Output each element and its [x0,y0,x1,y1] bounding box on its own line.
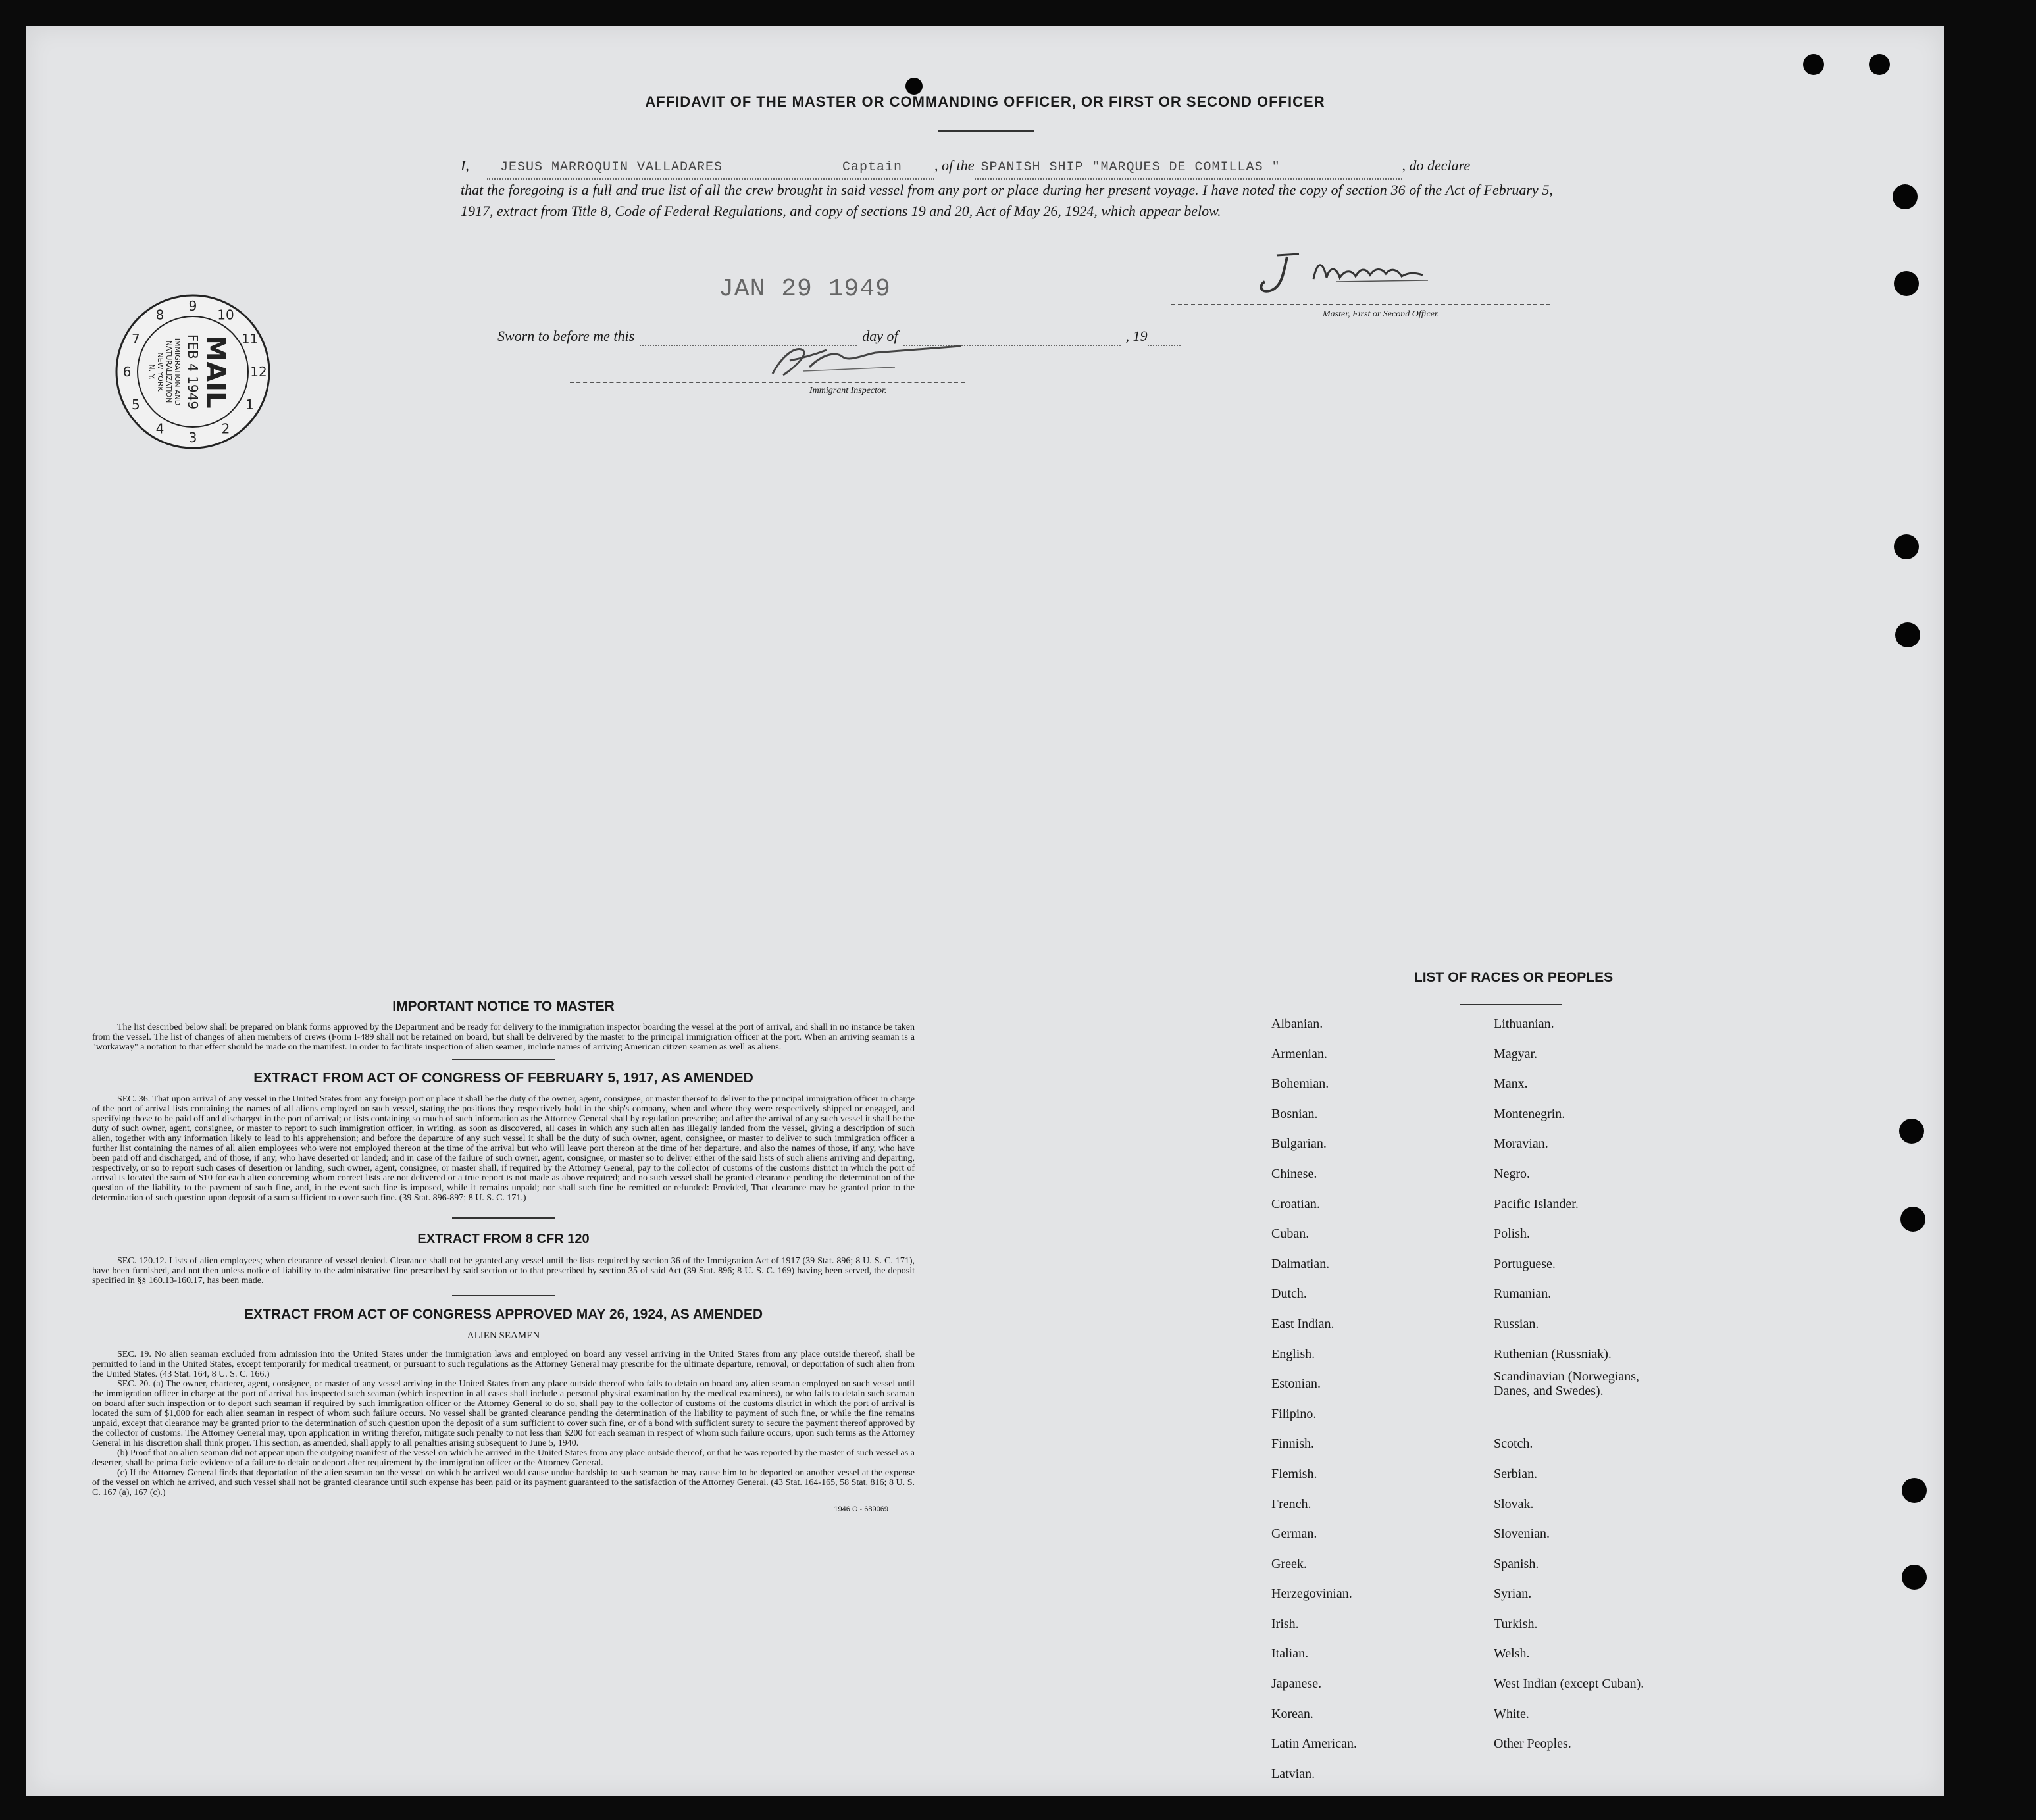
race-col2-item: Moravian. [1494,1136,1548,1151]
race-col2-item: Manx. [1494,1076,1528,1092]
punch-hole [1803,54,1824,75]
race-col2-item: Syrian. [1494,1586,1532,1602]
inspector-caption: Immigrant Inspector. [809,386,887,395]
race-col2-item: Scotch. [1494,1436,1533,1452]
stamp-clock-number: 3 [188,430,197,445]
mail-received-stamp [111,290,275,454]
print-code: 1946 O - 689069 [834,1505,888,1513]
declaration-line [461,155,1553,180]
races-heading: LIST OF RACES OR PEOPLES [1413,970,1614,985]
race-col1-item: Croatian. [1271,1196,1320,1211]
stamp-clock-number: 1 [245,397,254,413]
mail-stamp-office-2: NATURALIZATION [165,340,173,403]
race-col2-item: Portuguese. [1494,1256,1556,1271]
race-col1-item: Bohemian. [1271,1076,1329,1092]
race-col1-item: Japanese. [1271,1677,1322,1692]
race-col1-item: Irish. [1271,1616,1299,1631]
race-col2-item: Pacific Islander. [1494,1196,1579,1211]
received-date-stamp: JAN 29 1949 [719,275,891,303]
race-col2-item: Welsh. [1494,1646,1530,1661]
race-col1-item: English. [1271,1346,1315,1361]
race-col2-item: Scandinavian (Norwegians, Danes, and Swedes). [1494,1369,1640,1399]
day-of-label: day of [862,328,898,344]
mail-stamp-office-4: N. Y. [147,364,156,380]
race-col2-item: Spanish. [1494,1556,1539,1571]
race-col2-item: Serbian. [1494,1466,1538,1481]
notice-section [92,999,915,1513]
extract-cfr-text: SEC. 120.12. Lists of alien employees; when clearance of vessel denied. Clearance shall not be granted any vessel until the lists required by section 36 of the Immigration Act of 1917 (39 Stat. 896; 8 U. S. C. 171), have been furnished, and not then unless notice of liability to the administrative fine prescribed by said section or to that prescribed by section 35 of said Act (39 Stat. 896; 8 U. S. C. 169) having been served, the deposit specified in §§ 160.13-160.17, has been made. [92,1256,915,1286]
notice-rule [452,1059,555,1060]
affidavit-title: AFFIDAVIT OF THE MASTER OR COMMANDING OFFICER, OR FIRST OR SECOND OFFICER [645,93,1325,110]
stamp-clock-number: 10 [217,307,234,323]
race-col1-item: Flemish. [1271,1466,1317,1481]
race-col1-item: German. [1271,1527,1317,1542]
race-col1-item: Korean. [1271,1706,1313,1721]
declaration-body: that the foregoing is a full and true list of all the crew brought in said vessel from any port or place during her present voyage. I have noted the copy of section 36 of the Act of February 5, 1917, extract from Title 8, Code of Federal Regulations, and copy of sections 19 and 20, Act of May 26, 1924, which appear below. [461,182,1553,219]
extract-rule [452,1295,555,1296]
race-col1-item: Bulgarian. [1271,1136,1327,1151]
extract-1924-heading: EXTRACT FROM ACT OF CONGRESS APPROVED MAY 26, 1924, AS AMENDED [243,1307,763,1322]
inspector-signature [763,341,1013,387]
race-col1-item: Chinese. [1271,1166,1317,1181]
declaration-i: I, [461,157,469,174]
mail-stamp-date: FEB 4 1949 [185,334,201,410]
vessel-field: SPANISH SHIP "MARQUES DE COMILLAS " [975,157,1402,180]
punch-hole [1893,184,1918,209]
punch-hole [1895,622,1920,647]
stamp-clock-number: 7 [132,331,140,347]
rank-field: Captain [829,157,934,180]
race-col1-item: Filipino. [1271,1406,1317,1421]
race-col1-item: Dutch. [1271,1286,1307,1302]
race-col1-item: Herzegovinian. [1271,1586,1352,1602]
stamp-clock-number: 12 [250,364,267,380]
race-col1-item: Latin American. [1271,1736,1357,1752]
notice-heading: IMPORTANT NOTICE TO MASTER [392,999,615,1014]
race-col2-item: Montenegrin. [1494,1106,1565,1121]
races-column-1 [1271,1009,1482,1789]
punch-hole [1902,1478,1927,1503]
races-rule [1460,1004,1562,1005]
race-col2-item: Polish. [1494,1226,1531,1242]
race-col2-item: Russian. [1494,1316,1539,1331]
race-col2-item: Lithuanian. [1494,1017,1554,1031]
race-col1-item: Finnish. [1271,1436,1315,1452]
of-the-label: , of the [934,157,975,174]
extract-1917-text: SEC. 36. That upon arrival of any vessel in the United States from any foreign port or place it shall be the duty of the owner, agent, consignee, or master thereof to deliver to the principal immigration officer in charge of the port of arrival lists containing the names of all aliens employed on such vessel, stating the positions they respectively hold in the ship's company, when and where they were respectively shipped or engaged, and specifying those to be paid off and discharged in the port of arrival; or lists containing so much of such information as the Attorney General shall by regulation prescribe; and after the arrival of any such vessel it shall be the duty of such owner, agent, consignee, or master to report to such immigration officer, in writing, as soon as discovered, all cases in which any such alien has illegally landed from the vessel, giving a description of such alien, together with any information likely to lead to his apprehension; and before the departure of any such vessel it shall be the duty of such owner, agent, consignee, or master to deliver to such immigration officer a further list containing the names of all alien employees who were not employed thereon at the time of the arrival but who will leave port thereon at the time of her departure, and also the names of those, if any, who have been paid off and discharged, and of those, if any, who have deserted or landed; and in case of the failure of such owner, agent, consignee, or master so to deliver either of the said lists of such aliens arriving and departing, respectively, or so to report such cases of desertion or landing, such owner, agent, consignee, or master shall, if required by the Attorney General, pay to the collector of customs of the customs district in which the port of arrival is located the sum of $10 for each alien concerning whom correct lists are not delivered or a true report is not made as above required; and no such vessel shall be granted clearance pending the determination of the question of the liability to the payment of such fine, and, in the event such fine is imposed, while it remains unpaid; nor shall such fine be remitted or refunded: Provided, That clearance may be granted prior to the determination of such question upon deposit of a sum sufficient to cover such fine. (39 Stat. 896-897; 8 U. S. C. 171.) [92,1094,915,1203]
race-col1-item: Albanian. [1271,1017,1323,1031]
race-col2-item: Other Peoples. [1494,1736,1571,1752]
extract-cfr-heading: EXTRACT FROM 8 CFR 120 [417,1232,590,1246]
race-col1-item: Bosnian. [1271,1106,1318,1121]
sec-19-paragraph: SEC. 19. No alien seaman excluded from admission into the United States under the immigration laws and employed on board any vessel arriving in the United States from any place outside thereof, shall be permitted to land in the United States, except temporarily for medical treatment, or pursuant to such regulations as the Attorney General may prescribe for the ultimate departure, removal, or deportation of such alien from the United States. (43 Stat. 164, 8 U. S. C. 166.) [92,1350,915,1379]
race-col2-item: Slovak. [1494,1496,1534,1511]
extract-rule [452,1217,555,1219]
stamp-clock-number: 9 [188,298,197,314]
race-col1-item: Estonian. [1271,1377,1321,1392]
mail-stamp-office-3: NEW YORK [156,352,165,392]
stamp-clock-number: 4 [155,420,165,437]
race-col1-item: Dalmatian. [1271,1256,1330,1271]
race-col1-item: Italian. [1271,1646,1309,1661]
race-col2-item: Slovenian. [1494,1527,1550,1542]
race-col1-item: French. [1271,1496,1311,1511]
race-col2-item: West Indian (except Cuban). [1494,1677,1644,1692]
race-col2-item: Rumanian. [1494,1286,1552,1302]
master-caption: Master, First or Second Officer. [1323,309,1440,319]
sec-20a-paragraph: SEC. 20. (a) The owner, charterer, agent, consignee, or master of any vessel arriving in the United States from any place outside thereof who fails to detain on board any alien seaman employed on such vessel until the immigration officer in charge at the port of arrival has inspected such seaman (which inspection in all cases shall include a personal physical examination by the medical examiners), or who fails to detain such seaman on board after such inspection or to deport such seaman if required by such immigration officer or the Attorney General to do so, shall pay to the collector of customs of the customs district in which the port of arrival is located the sum of $1,000 for each alien seaman in respect of whom such failure occurs. No vessel shall be granted clearance pending the determination of the liability to payment of such fine, or while the fine remains unpaid, except that clearance may be granted prior to the determination of such question upon the deposit of a sum sufficient to cover such fine, or of a bond with sufficient surety to secure the payment thereof approved by the collector of customs. The Attorney General may, upon application in writing therefor, mitigate such penalty to not less than $200 for each seaman in respect of whom such failure occurs, upon such terms as the Attorney General in his discretion shall think proper. This section, as amended, shall apply to all penalties arising subsequent to June 5, 1940. [92,1379,915,1448]
race-col2-item [1494,1400,1770,1430]
punch-hole [1899,1119,1924,1144]
race-col2-item: Negro. [1494,1166,1530,1181]
do-declare-label: , do declare [1402,157,1471,174]
races-column-2 [1494,1009,1770,1759]
affidavit-declaration [461,155,1553,222]
sworn-year-field [1148,328,1181,346]
sec-20c-paragraph: (c) If the Attorney General finds that deportation of the alien seaman on the vessel on which he arrived would cause undue hardship to such seaman he may cause him to be deported on another vessel at the expense of the vessel on which he arrived, and such vessel shall not be granted clearance until such expense has been paid or its payment guaranteed to the satisfaction of the Attorney General. (43 Stat. 164-165, 58 Stat. 816; 8 U. S. C. 167 (a), 167 (c).) [92,1468,915,1498]
stamp-clock-number: 6 [122,364,132,380]
punch-hole [1869,54,1890,75]
race-col2-item: White. [1494,1706,1529,1721]
year-prefix-label: , 19 [1125,328,1148,344]
race-col1-item: Latvian. [1271,1766,1315,1781]
document-page [26,26,1944,1796]
stamp-clock-number: 2 [221,420,230,437]
punch-hole [1902,1565,1927,1590]
master-signature [1257,247,1467,307]
sec-20b-paragraph: (b) Proof that an alien seaman did not appear upon the outgoing manifest of the vessel on which he arrived in the United States from any place outside thereof, or that he was reported by the master of such vessel as a deserter, shall be prima facie evidence of a failure to detain or deport after requirement by the immigration officer or the Attorney General. [92,1448,915,1468]
extract-1917-heading: EXTRACT FROM ACT OF CONGRESS OF FEBRUARY 5, 1917, AS AMENDED [253,1071,753,1086]
captain-name-field: JESUS MARROQUIN VALLADARES [487,157,829,180]
stamp-clock-number: 5 [132,397,140,413]
race-col2-item: Ruthenian (Russniak). [1494,1346,1612,1361]
stamp-clock-number: 8 [155,307,165,323]
race-col2-item: Turkish. [1494,1616,1538,1631]
punch-hole [1900,1207,1925,1232]
race-col1-item: East Indian. [1271,1316,1335,1331]
mail-stamp-word: MAIL [200,335,230,409]
punch-hole [1894,271,1919,296]
race-col1-item: Cuban. [1271,1226,1310,1242]
sworn-label: Sworn to before me this [497,328,635,344]
race-col1-item: Armenian. [1271,1046,1327,1061]
punch-hole [1894,534,1919,559]
punch-hole [905,78,923,95]
mail-stamp-office-1: IMMIGRATION AND [173,338,182,406]
extract-1924-text [92,1350,915,1498]
extract-1924-subheading: ALIEN SEAMEN [467,1330,540,1341]
race-col1-item: Greek. [1271,1556,1307,1571]
notice-text: The list described below shall be prepared on blank forms approved by the Department and be ready for delivery to the immigration inspector boarding the vessel at the port of arrival, and shall in no instance be taken from the vessel. The list of changes of alien members of crews (Form I-489 shall not be retained on board, but shall be delivered by the master to the principal immigration officer at the port. When an arriving seaman is a "workaway" a notation to that effect should be made on the manifest. In order to facilitate inspection of alien seamen, include names of arriving American citizen seamen as well as aliens. [92,1023,915,1052]
stamp-clock-number: 11 [241,331,259,347]
title-rule [938,130,1034,132]
race-col2-item: Magyar. [1494,1046,1538,1061]
